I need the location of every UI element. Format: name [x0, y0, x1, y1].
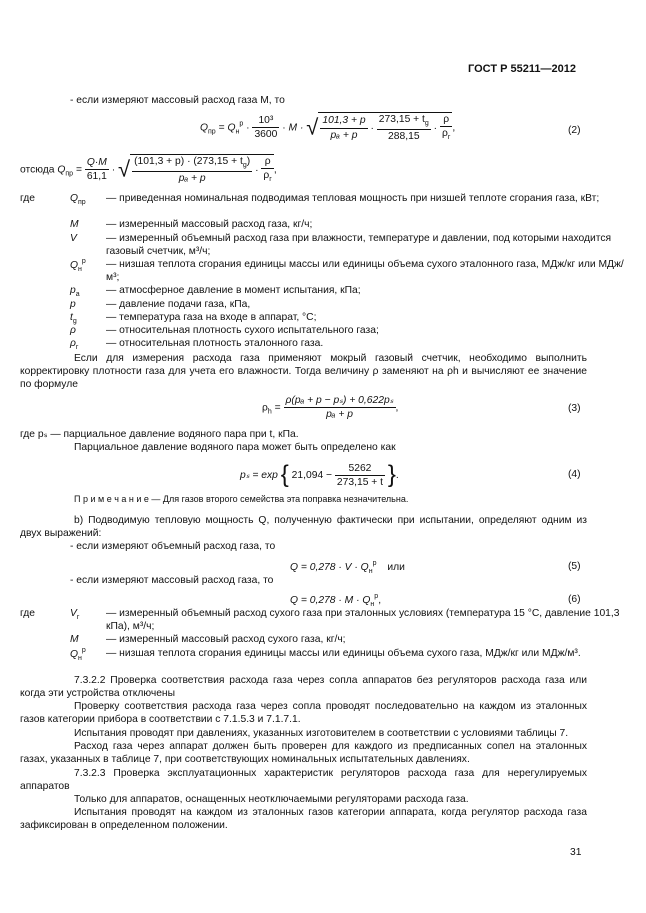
- eq2-qh-sub: н: [235, 128, 240, 136]
- equation-3-number: (3): [568, 403, 581, 414]
- eq2-lhs-sub: пр: [208, 128, 216, 136]
- eq2b-lhs-sub: пр: [65, 170, 74, 178]
- definition-symbol: $Q_н^р$: [70, 646, 86, 662]
- definition-symbol: $\rho_г$: [70, 338, 79, 352]
- eq2-frac1: $\frac{\text{10³}}{3600}$: [254, 114, 278, 141]
- eq2b-prefix: отсюда: [20, 164, 55, 176]
- eq2b-rho: $\frac{\rho}{\rho_г}$: [263, 156, 272, 184]
- eq2b-radical: $\frac{(101,3 + p) \cdot (273,15 + t_g)}{\text{pₐ + p}}$: [134, 156, 251, 184]
- definition-symbol: $Q_н^р$: [70, 258, 86, 273]
- note-label: П р и м е ч а н и е: [74, 494, 149, 504]
- only-regulators-paragraph: Только для аппаратов, оснащенных неотключаемыми регуляторами расхода газа.: [74, 794, 469, 805]
- paragraph-b: b) Подводимую тепловую мощность Q, полученную фактически при испытании, определяют одним из двух выражений:: [20, 515, 587, 540]
- definition-text: — относительная плотность сухого испытательного газа;: [106, 325, 379, 336]
- definition-text: — давление подачи газа, кПа,: [106, 298, 251, 310]
- mass-flow-intro-2: - если измеряют массовый расход газа, то: [70, 575, 274, 586]
- eq3-frac: $\frac{\text{ρ(pₐ + p − pₛ) + 0,622pₛ}}{\text{pₐ + p}}$: [285, 395, 394, 421]
- eq2-frac2: $\frac{101,3 + p}{\text{pₐ + p}}$: [322, 115, 366, 141]
- eq2-frac3: $\frac{273,15 + t_g}{288,15}$: [378, 114, 429, 142]
- eq2b-frac: $\frac{Q\cdot M}{61,1}$: [86, 156, 107, 183]
- definition-text: — температура газа на входе в аппарат, °С;: [106, 311, 317, 323]
- document-id: ГОСТ Р 55211—2012: [468, 63, 576, 75]
- ps-definition: где pₛ — парциальное давление водяного пара при t, кПа.: [20, 429, 299, 440]
- definition-text: — приведенная номинальная подводимая тепловая мощность при низшей теплоте сгорания газа, кВт;: [106, 193, 600, 204]
- eq2-qh: Q: [227, 122, 236, 134]
- definition-text: — низшая теплота сгорания единицы массы или единицы объема сухого газа, МДж/кг или МДж/м³.: [106, 647, 581, 659]
- definition-symbol: $V_г$: [70, 608, 80, 621]
- definition-text: — атмосферное давление в момент испытания, кПа;: [106, 285, 361, 297]
- definition-symbol: $Q_{пр}$: [70, 193, 86, 206]
- eq2-m: M ·: [288, 122, 304, 134]
- definition-text: — измеренный массовый расход газа, кг/ч;: [106, 219, 313, 231]
- nozzle-check-paragraph: Проверку соответствия расхода газа через сопла проводят последовательно на каждом из эталонных газов категории прибора в соответствии с 7.1.5.3 и 7.1.7.1.: [20, 701, 587, 726]
- definition-text: — измеренный объемный расход газа при влажности, температуре и давлении, под которыми находится газовый счетчик, м³/ч;: [106, 232, 612, 257]
- definition-text: — измеренный объемный расход сухого газа при эталонных условиях (температура 15 °С, давление 101,3 кПа), м³/ч;: [106, 608, 620, 633]
- where-label-2: где: [20, 608, 36, 619]
- equation-5-number: (5): [568, 561, 581, 572]
- flow-check-paragraph: Расход газа через аппарат должен быть проверен для каждого из предписанных сопел на эталонных газах, указанных в таблице 7, при соответствующих номинальных испытательных давлениях.: [20, 741, 587, 766]
- equation-5: $Q = 0,278 \cdot V \cdot Q_н^р$ или: [290, 560, 405, 575]
- eq2-qh-sup: р: [239, 120, 244, 128]
- definition-symbol: p: [70, 298, 76, 310]
- definition-symbol: $p_а$: [70, 285, 80, 299]
- definition-text: — низшая теплота сгорания единицы массы или единицы объема сухого эталонного газа, МДж/кг или МДж/м³;: [106, 259, 624, 284]
- eq2b-lhs: Q: [57, 164, 66, 176]
- final-paragraph: Испытания проводят на каждом из эталонных газов категории аппарата, когда регулятор расхода газа зафиксирован в определенном положении.: [20, 807, 587, 832]
- definition-symbol: M: [70, 634, 79, 646]
- equation-6-number: (6): [568, 594, 581, 605]
- definition-symbol: ρ: [70, 325, 76, 336]
- equation-2b: отсюда $Q_{пр}$ = $\frac{Q\cdot M}{61,1}$ · √ $\frac{(101,3 + p) \cdot (273,15 + t_g)}{\text{pₐ + p}}$ · $\frac{\rho}{\rho_г}$ ,: [20, 156, 277, 184]
- equation-3: $\rho_h$ = $\frac{\text{ρ(pₐ + p − pₛ) + 0,622pₛ}}{\text{pₐ + p}}$ ,: [262, 395, 399, 421]
- eq2-frac4: $\frac{\rho}{\rho_г}$: [441, 114, 451, 142]
- equation-4: pₛ = exp { 21,094 − $\frac{5262}{273,15 + t}$ }.: [240, 461, 399, 488]
- mass-flow-intro: - если измеряют массовый расход газа M, то: [70, 95, 285, 106]
- where-label: где: [20, 193, 36, 204]
- equation-6: $Q = 0,278 \cdot M \cdot Q_н^р$,: [290, 593, 382, 608]
- eq2-lhs: Q: [200, 122, 209, 134]
- note: [74, 494, 408, 506]
- definition-text: — измеренный массовый расход сухого газа, кг/ч;: [106, 634, 346, 646]
- definition-symbol: $t_g$: [70, 311, 77, 325]
- definition-symbol: V: [70, 232, 77, 244]
- tests-paragraph: Испытания проводят при давлениях, указанных изготовителем в соответствии с условиями таблицы 7.: [74, 728, 569, 739]
- eq4-frac: $\frac{5262}{273,15 + t}$: [336, 462, 384, 488]
- wet-meter-paragraph: Если для измерения расхода газа применяют мокрый газовый счетчик, необходимо выполнить корректировку плотности газа для учета его влажности. Тогда величину ρ заменяют на ρh и вычисляют ее значение по формуле: [20, 353, 587, 391]
- equation-4-number: (4): [568, 469, 581, 480]
- section-7322: 7.3.2.2 Проверка соответствия расхода газа через сопла аппаратов без регуляторов расхода газа или когда эти устройства отключены: [20, 675, 587, 700]
- section-7323: 7.3.2.3 Проверка эксплуатационных характеристик регуляторов расхода газа для нерегулируемых аппаратов: [20, 768, 587, 793]
- volume-flow-intro: - если измеряют объемный расход газа, то: [70, 541, 276, 552]
- note-text: — Для газов второго семейства эта поправка незначительна.: [151, 494, 409, 504]
- definition-symbol: M: [70, 219, 79, 231]
- page-number: 31: [570, 847, 582, 858]
- partial-pressure-paragraph: Парциальное давление водяного пара может быть определено как: [74, 442, 396, 453]
- equation-2-number: (2): [568, 125, 581, 136]
- definition-text: — относительная плотность эталонного газа.: [106, 338, 324, 350]
- equation-2: $Q_{пр} = Q_н^р$ · $\frac{\text{10³}}{3600}$ · M · √ $\frac{101,3 + p}{\text{pₐ + p}}$ · $\frac{273,15 + t_g}{288,15}$ · $\frac{\rho}{\rho_г}$ ,: [200, 114, 456, 142]
